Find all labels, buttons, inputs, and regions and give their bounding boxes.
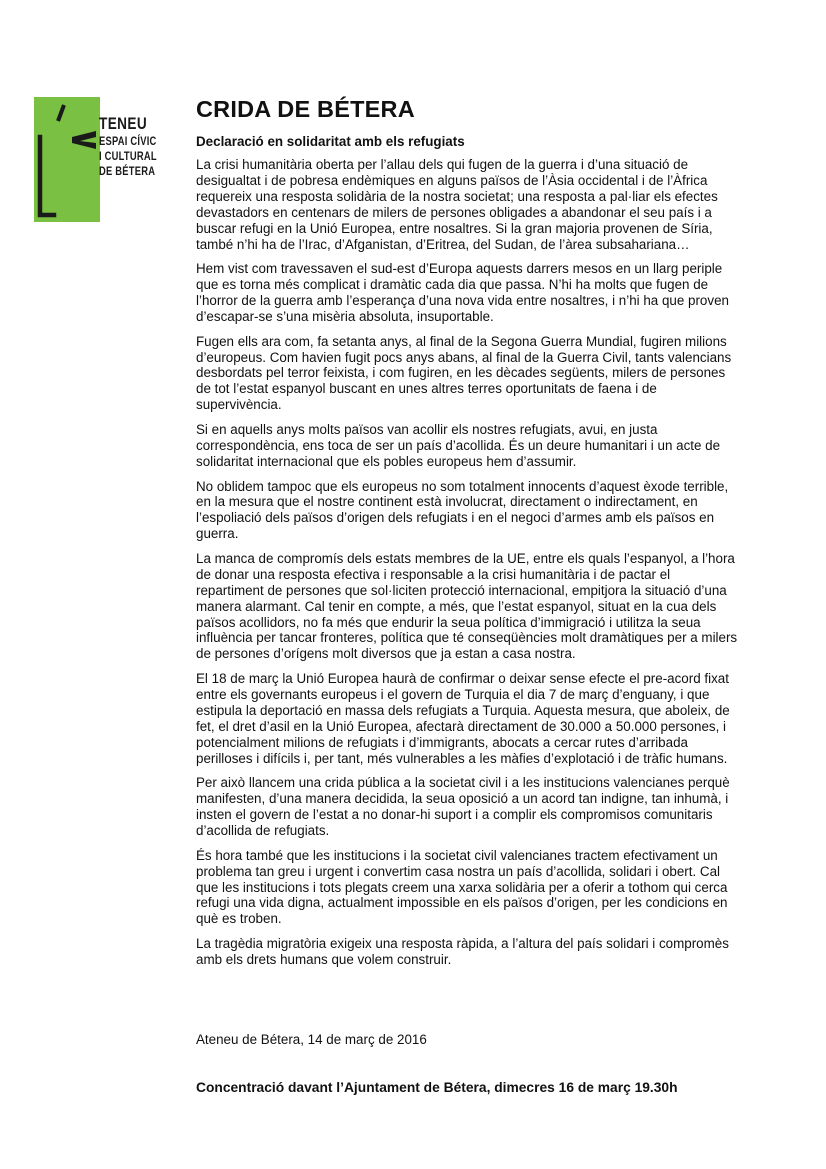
paragraph: Fugen ells ara com, fa setanta anys, al final de la Segona Guerra Mundial, fugiren milions d’europeus. Com havien fugit pocs anys abans, al final de la Guerra Civil, tants valencians desbordats pel terror feixista, i com fugiren, en les dècades següents, milers de persones de tot l’estat espanyol buscant en unes altres terres oportunitats de faena i de supervivència. bbox=[196, 333, 732, 413]
document-body bbox=[196, 95, 741, 1095]
paragraph: No oblidem tampoc que els europeus no som totalment innocents d’aquest èxode terrible, en la mesura que el nostre continent està involucrat, directament o indirectament, en l’espoliació dels països d’origen dels refugiats i en el negoci d’armes amb els països en guerra. bbox=[196, 478, 729, 542]
paragraph: Hem vist com travessaven el sud-est d’Europa aquests darrers mesos en un llarg periple que es torna més complicat i dramàtic cada dia que passa. N’hi ha molts que fugen de l’horror de la guerra amb l’esperança d’una nova vida entre nosaltres, i n’hi ha que proven d’escapar-se s’una misèria absoluta, insuportable. bbox=[196, 261, 729, 324]
logo-line-ateneu: TENEU bbox=[99, 114, 148, 133]
logo-line-betera: DE BÉTERA bbox=[99, 164, 156, 178]
page-subtitle: Declaració en solidaritat amb els refugiats bbox=[196, 134, 465, 149]
logo-mark-icon bbox=[34, 97, 100, 222]
logo-text bbox=[99, 114, 169, 179]
paragraph: El 18 de març la Unió Europea haurà de confirmar o deixar sense efecte el pre-acord fixat entre els governants europeus i el govern de Turquia el dia 7 de març d’enguany, i que estipula la deportació en massa dels refugiats a Turquia. Aquesta mesura, que aboleix, de fet, el dret d’asil en la Unió Europea, afectarà directament de 30.000 a 50.000 persones, i potencialment milions de refugiats i d’immigrants, abocats a cercar rutes d’arribada perilloses i difícils i, per tant, més vulnerables a les màfies d’explotació i de tràfic humans. bbox=[196, 671, 730, 766]
paragraph: Per això llancem una crida pública a la societat civil i a les institucions valencianes perquè manifesten, d’una manera decidida, la seua oposició a un acord tan indigne, tan inhumà, i insten el govern de l’estat a no donar-hi suport i a complir els compromisos comunitaris d’acollida de refugiats. bbox=[196, 775, 730, 839]
logo-line-espai: ESPAI CÍVIC bbox=[99, 134, 157, 148]
page-title: CRIDA DE BÉTERA bbox=[196, 96, 415, 122]
paragraph: Si en aquells anys molts països van acollir els nostres refugiats, avui, en justa correspondència, ens toca de ser un país d’acollida. És un deure humanitari i un acte de solidaritat internacional que els pobles europeus hem d’assumir. bbox=[196, 421, 721, 469]
ateneu-logo bbox=[34, 97, 100, 222]
signature: Ateneu de Bétera, 14 de març de 2016 bbox=[196, 1032, 427, 1047]
event-announcement: Concentració davant l’Ajuntament de Bétera, dimecres 16 de març 19.30h bbox=[196, 1080, 678, 1095]
logo-line-cultural: I CULTURAL bbox=[99, 149, 157, 163]
paragraph: La crisi humanitària oberta per l’allau dels qui fugen de la guerra i d’una situació de desigualtat i de pobresa endèmiques en alguns països de l’Àsia occidental i de l’Àfrica requereix una resposta solidària de la nostra societat; una resposta a pal·liar els efectes devastadors en centenars de milers de persones obligades a abandonar el seu país i a buscar refugi en la Unió Europea, entre nosaltres. Si la gran majoria provenen de Síria, també n’hi ha de l’Irac, d’Afganistan, d’Eritrea, del Sudan, de l’àrea subsahariana… bbox=[196, 157, 718, 252]
paragraph: La tragèdia migratòria exigeix una resposta ràpida, a l’altura del país solidari i compromès amb els drets humans que volem construir. bbox=[196, 936, 729, 967]
paragraph: És hora també que les institucions i la societat civil valencianes tractem efectivament un problema tan greu i urgent i convertim casa nostra un país d’acollida, solidari i obert. Cal que les institucions i tots plegats creem una xarxa solidària per a oferir a tothom qui cerca refugi una vida digna, actualment impossible en els països d’origen, per les condicions en què es troben. bbox=[196, 847, 728, 927]
paragraph: La manca de compromís dels estats membres de la UE, entre els quals l’espanyol, a l’hora de donar una resposta efectiva i responsable a la crisi humanitària i de pactar el repartiment de persones que sol·liciten protecció internacional, empitjora la situació d’una manera alarmant. Cal tenir en compte, a més, que l’estat espanyol, situat en la cua dels països acollidors, no fa més que endurir la seua política d’immigració i utilitza la seua influència per tancar fronteres, política que té conseqüències molt dramàtiques per a milers de persones d’orígens molt diversos que ja estan a casa nostra. bbox=[196, 550, 738, 662]
